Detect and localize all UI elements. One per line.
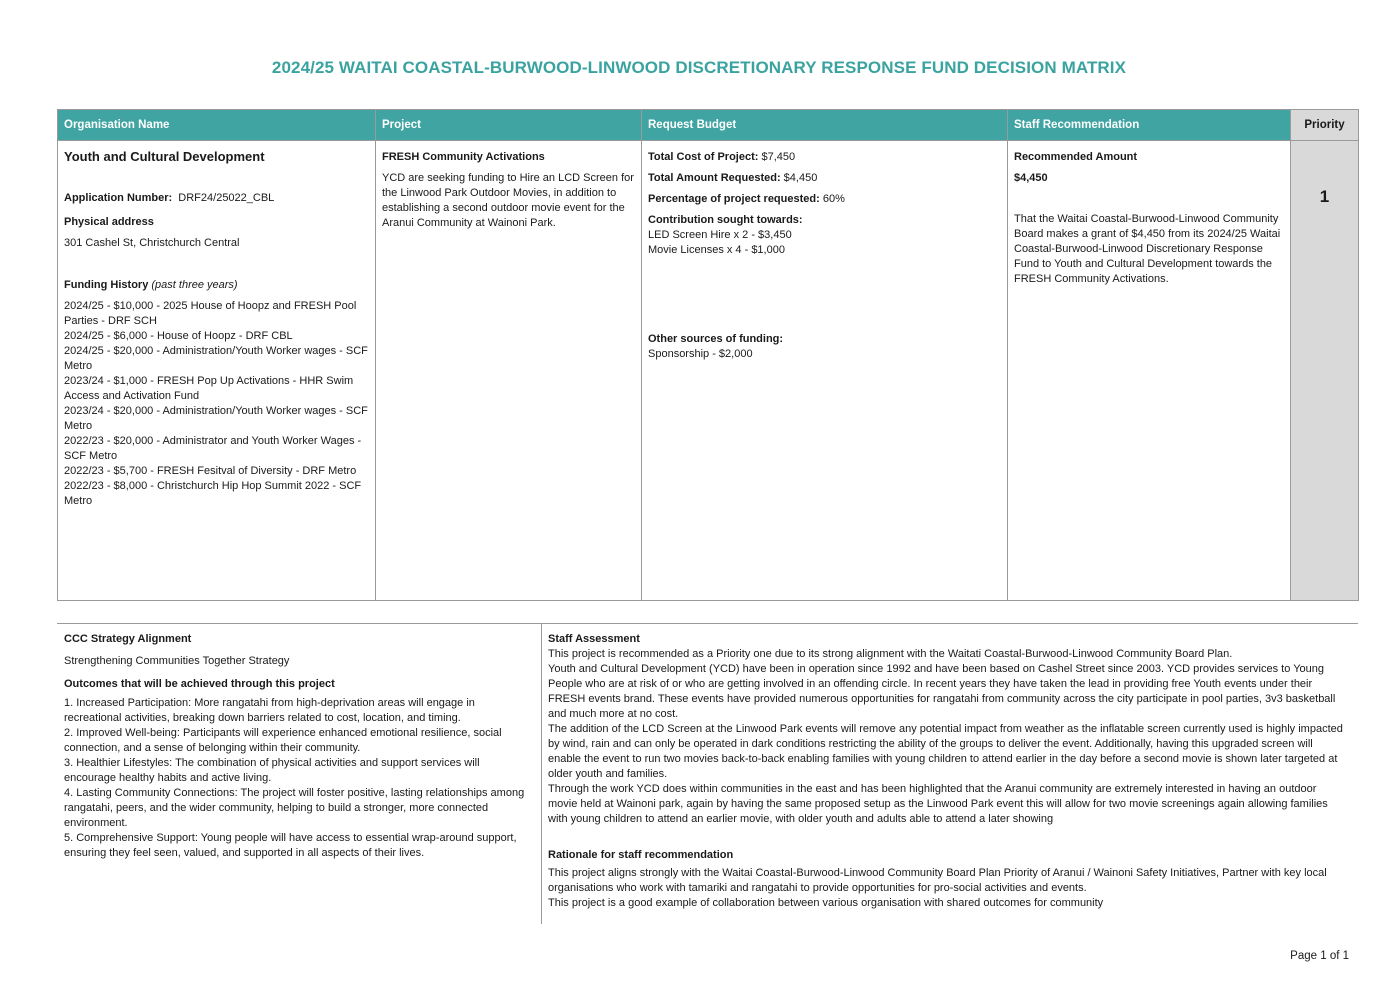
section-divider [57,623,1358,624]
assessment-paragraph: Youth and Cultural Development (YCD) have been in operation since 1992 and have been based on Cashel Street since 2003. YCD provides services to Young People who are at risk of or who are getting involved in an offending circle. In recent years they have taken the lead in providing free Youth events under their FRESH events brand. These events have provided numerous opportunities for rangatahi from community across the city participate in pool parties, 3v3 basketball and much more at no cost. [548,663,1336,720]
staff-recommendation-cell [1008,141,1291,601]
budget-cell [642,141,1008,601]
recommended-amount: $4,450 [1014,172,1048,184]
contribution-label: Contribution sought towards: [648,214,803,226]
project-title: FRESH Community Activations [382,151,545,163]
priority-cell [1291,141,1359,601]
percentage-requested: Percentage of project requested: 60% [648,193,845,205]
column-divider [541,624,542,924]
funding-history-label: Funding History (past three years) [64,279,238,291]
assessment-paragraph: This project is recommended as a Priority one due to its strong alignment with the Waitati Coastal-Burwood-Linwood Community Board Plan. [548,648,1233,660]
header-project: Project [376,110,642,141]
rationale-paragraph: This project is a good example of collaboration between various organisation with shared outcomes for community [548,897,1104,909]
organisation-cell [58,141,376,601]
other-funding-label: Other sources of funding: [648,333,784,345]
list-item: 2024/25 - $6,000 - House of Hoopz - DRF CBL [64,330,293,342]
strategy-section [64,632,534,861]
list-item: 2023/24 - $1,000 - FRESH Pop Up Activations - HHR Swim Access and Activation Fund [64,375,354,402]
list-item: 2022/23 - $5,700 - FRESH Fesitval of Diversity - DRF Metro [64,465,357,477]
header-organisation: Organisation Name [58,110,376,141]
address-value: 301 Cashel St, Christchurch Central [64,237,240,249]
assessment-paragraph: The addition of the LCD Screen at the Linwood Park events will remove any potential impact from weather as the inflatable screen currently used is highly impacted by wind, rain and can only be operated in dark conditions restricting the ability of the groups to deliver the event. Additionally, having this upgraded screen will enable the event to run two movies back-to-back enabling families with young children to attend earlier in the day before a second movie is shown later targeted at older youth and families. [548,723,1343,780]
strategy-heading: CCC Strategy Alignment [64,633,192,645]
header-budget: Request Budget [642,110,1008,141]
recommended-amount-label: Recommended Amount [1014,151,1138,163]
other-funding-item: Sponsorship - $2,000 [648,348,753,360]
contribution-item: LED Screen Hire x 2 - $3,450 [648,229,792,241]
application-number: Application Number: DRF24/25022_CBL [64,192,275,204]
outcome-item: 4. Lasting Community Connections: The project will foster positive, lasting relationships among rangatahi, peers, and the wider community, helping to build a stronger, more connected environment. [64,787,525,829]
priority-value: 1 [1319,187,1330,206]
list-item: 2024/25 - $10,000 - 2025 House of Hoopz and FRESH Pool Parties - DRF SCH [64,300,357,327]
list-item: 2022/23 - $8,000 - Christchurch Hip Hop Summit 2022 - SCF Metro [64,480,362,507]
organisation-name: Youth and Cultural Development [64,149,265,164]
total-requested: Total Amount Requested: $4,450 [648,172,818,184]
table-header-row [58,110,1359,141]
decision-matrix-table [57,109,1359,601]
funding-history-list [64,299,369,509]
contribution-item: Movie Licenses x 4 - $1,000 [648,244,785,256]
outcome-item: 1. Increased Participation: More rangatahi from high-deprivation areas will engage in recreational activities, breaking down barriers related to cost, location, and timing. [64,697,475,724]
recommendation-text: That the Waitai Coastal-Burwood-Linwood Community Board makes a grant of $4,450 from its 2024/25 Waitai Coastal-Burwood-Linwood Discretionary Response Fund to Youth and Cultural Development towards the FRESH Community Activations. [1014,213,1281,285]
header-priority: Priority [1291,110,1359,141]
strategy-name: Strengthening Communities Together Strategy [64,655,290,667]
project-cell [376,141,642,601]
assessment-heading: Staff Assessment [548,633,640,645]
outcome-item: 3. Healthier Lifestyles: The combination of physical activities and support services will encourage healthy habits and active living. [64,757,480,784]
rationale-heading: Rationale for staff recommendation [548,849,734,861]
table-row [58,141,1359,601]
list-item: 2024/25 - $20,000 - Administration/Youth Worker wages - SCF Metro [64,345,368,372]
list-item: 2023/24 - $20,000 - Administration/Youth Worker wages - SCF Metro [64,405,368,432]
outcome-item: 2. Improved Well-being: Participants will experience enhanced emotional resilience, social connection, and a sense of belonging within their community. [64,727,502,754]
total-cost: Total Cost of Project: $7,450 [648,151,796,163]
page-number: Page 1 of 1 [1290,950,1349,962]
outcomes-heading: Outcomes that will be achieved through this project [64,678,335,690]
rationale-paragraph: This project aligns strongly with the Waitai Coastal-Burwood-Linwood Community Board Plan Priority of Aranui / Wainoni Safety Initiatives, Partner with key local organisations who work with tamariki and rangatahi to provide opportunities for pro-social activities and events. [548,867,1327,894]
address-label: Physical address [64,216,154,228]
document-title: 2024/25 WAITAI COASTAL-BURWOOD-LINWOOD DISCRETIONARY RESPONSE FUND DECISION MATRIX [271,58,1127,77]
assessment-section [548,632,1348,911]
assessment-paragraph: Through the work YCD does within communities in the east and has been highlighted that the Aranui community are extremely interested in having an outdoor movie held at Wainoni park, again by having the same proposed setup as the Linwood Park event this will allow for two movie screenings again allowing families with young children to attend an earlier movie, with older youth and adults able to attend a later showing [548,783,1328,825]
list-item: 2022/23 - $20,000 - Administrator and Youth Worker Wages - SCF Metro [64,435,362,462]
header-staff-recommendation: Staff Recommendation [1008,110,1291,141]
project-description: YCD are seeking funding to Hire an LCD Screen for the Linwood Park Outdoor Movies, in addition to establishing a second outdoor movie event for the Aranui Community at Wainoni Park. [382,172,634,229]
outcome-item: 5. Comprehensive Support: Young people will have access to essential wrap-around support, ensuring they feel seen, valued, and supported in all aspects of their lives. [64,832,517,859]
